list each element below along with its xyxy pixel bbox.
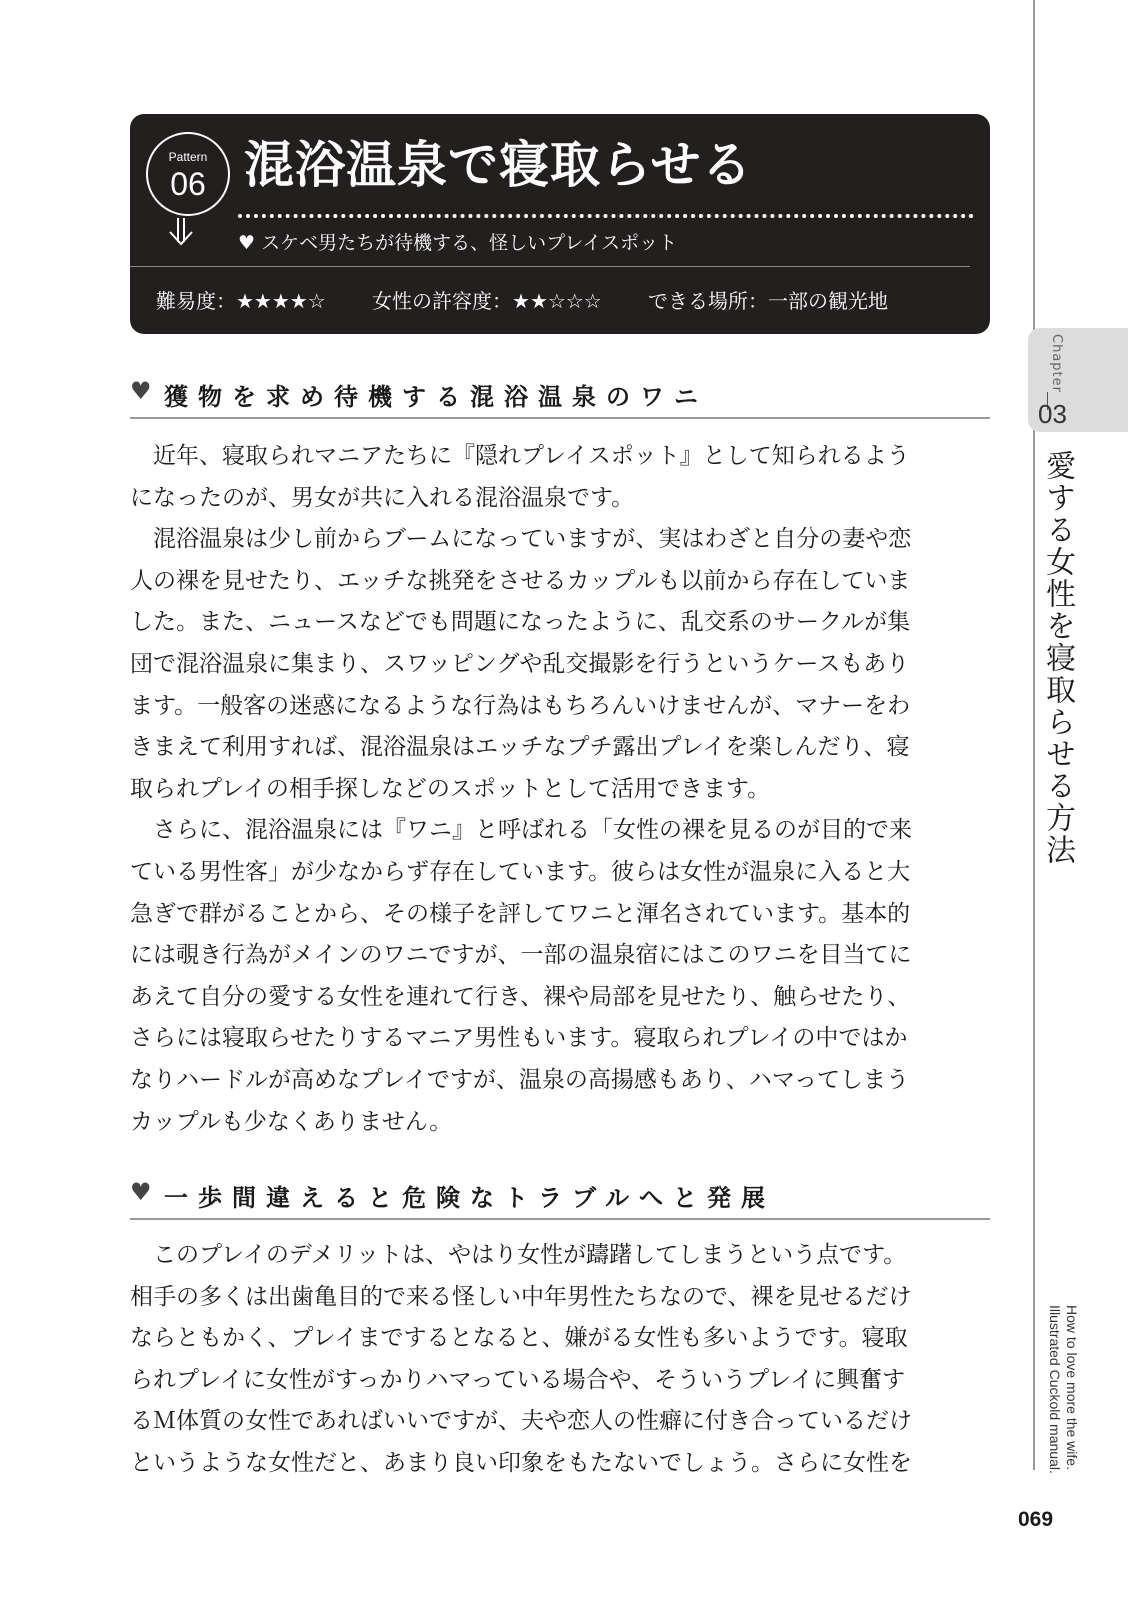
acceptance-rating: 女性の許容度：★★☆☆☆ (372, 289, 602, 313)
body-line: になったのが、男女が共に入れる混浴温泉です。 (130, 484, 635, 511)
body-line: 急ぎで群がることから、その様子を評してワニと渾名されています。基本的 (130, 900, 911, 927)
body-line: 団で混浴温泉に集まり、スワッピングや乱交撮影を行うというケースもあり (130, 650, 910, 677)
heart-icon: ♥ (130, 377, 152, 405)
subtitle: ♥ スケベ男たちが待機する、怪しいプレイスポット (238, 232, 678, 254)
section-body (130, 1235, 992, 1485)
page-number: 069 (1018, 1508, 1054, 1531)
body-line: 取られプレイの相手探しなどのスポットとして活用できます。 (130, 775, 771, 802)
location-info: できる場所：一部の観光地 (648, 289, 889, 313)
body-line: られプレイに女性がすっかりハマっている場合や、そういうプレイに興奮す (130, 1366, 906, 1393)
book-title-line: How to love more the wife. (1064, 1305, 1080, 1470)
section-heading (130, 1178, 990, 1220)
pattern-label: Pattern (168, 150, 208, 164)
arrow-down-icon (166, 218, 206, 246)
sidebar-rule (1033, 0, 1035, 1470)
body-line: さらに、混浴温泉には『ワニ』と呼ばれる「女性の裸を見るのが目的で来 (130, 817, 912, 844)
pattern-badge (146, 132, 230, 216)
body-line: あえて自分の愛する女性を連れて行き、裸や局部を見せたり、触らせたり、 (130, 983, 911, 1010)
body-line: ます。一般客の迷惑になるような行為はもちろんいけませんが、マナーをわ (130, 692, 911, 719)
chapter-label: Chapter (1049, 334, 1064, 393)
body-line: なりハードルが高めなプレイですが、温泉の高揚感もあり、ハマってしまう (130, 1066, 910, 1093)
body-line: した。また、ニュースなどでも問題になったように、乱交系のサークルが集 (130, 609, 911, 636)
section-heading (130, 377, 990, 419)
body-line: ならともかく、プレイまでするとなると、嫌がる女性も多いようです。寝取 (130, 1325, 908, 1352)
heart-icon: ♥ (130, 1178, 152, 1206)
pattern-number: 06 (170, 166, 206, 202)
section-heading-text: 獲物を求め待機する混浴温泉のワニ (164, 383, 708, 411)
body-line: 近年、寝取られマニアたちに『隠れプレイスポット』として知られるよう (130, 443, 910, 469)
book-title-line: Illustrated Cuckold manual. (1047, 1305, 1063, 1474)
body-line: きまえて利用すれば、混浴温泉はエッチなプチ露出プレイを楽しんだり、寝 (130, 734, 910, 761)
page-title: 混浴温泉で寝取らせる (244, 136, 753, 194)
ratings-row (156, 285, 928, 314)
body-line: 相手の多くは出歯亀目的で来る怪しい中年男性たちなので、裸を見せるだけ (130, 1283, 912, 1310)
body-line: カップルも少なくありません。 (130, 1108, 453, 1135)
chapter-number: 03 (1038, 399, 1067, 429)
book-title (1046, 1305, 1080, 1474)
dotted-divider (238, 214, 974, 218)
body-line: ている男性客」が少なからず存在しています。彼らは女性が温泉に入ると大 (130, 858, 911, 885)
section-heading-text: 一歩間違えると危険なトラブルへと発展 (164, 1184, 776, 1212)
header-divider (130, 266, 970, 267)
body-line: このプレイのデメリットは、やはり女性が躊躇してしまうという点です。 (130, 1242, 907, 1268)
body-line: さらには寝取らせたりするマニア男性もいます。寝取られプレイの中ではか (130, 1025, 908, 1052)
body-line: というような女性だと、あまり良い印象をもたないでしょう。さらに女性を (130, 1449, 912, 1476)
chapter-title: 愛する女性を寝取らせる方法 (1040, 450, 1075, 866)
body-line: 混浴温泉は少し前からブームになっていますが、実はわざと自分の妻や恋 (130, 526, 912, 553)
difficulty-rating: 難易度：★★★★☆ (156, 289, 326, 313)
pattern-header (130, 114, 990, 334)
section-body (130, 436, 992, 1143)
body-line: るＭ体質の女性であればいいですが、夫や恋人の性癖に付き合っているだけ (130, 1408, 912, 1435)
body-line: には覗き行為がメインのワニですが、一部の温泉宿にはこのワニを目当てに (130, 942, 912, 969)
body-line: 人の裸を見せたり、エッチな挑発をさせるカップルも以前から存在していま (130, 567, 911, 594)
